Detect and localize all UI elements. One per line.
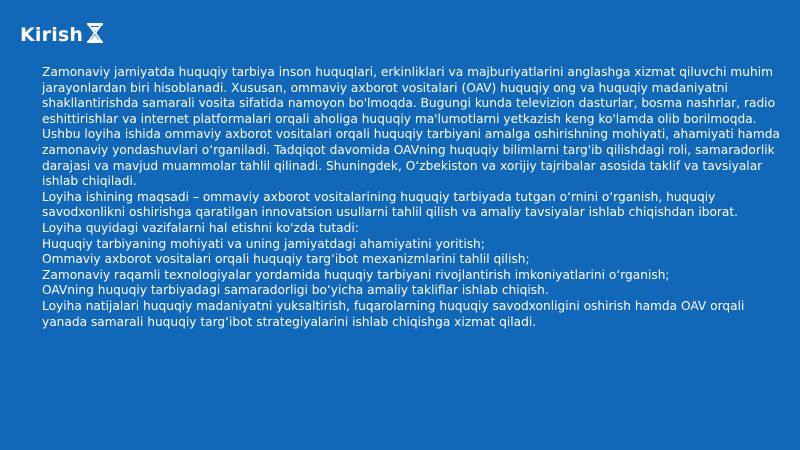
task-item: Huquqiy tarbiyaning mohiyati va uning jamiyatdagi ahamiyatini yoritish; bbox=[42, 236, 485, 251]
hourglass-icon bbox=[86, 22, 104, 44]
slide-title: Kirish bbox=[20, 24, 84, 46]
slide-header bbox=[20, 26, 104, 45]
paragraph-goal: Loyiha ishining maqsadi – ommaviy axborot vositalarining huquqiy tarbiyada tutgan o‘rnini o‘rganish, huquqiy savodxonlikni oshirishga qaratilgan innovatsion usullarni tahlil qilish va amaliy tavsiyalar ishlab chiqishdan iborat. bbox=[42, 189, 739, 220]
task-item: OAVning huquqiy tarbiyadagi samaradorligi bo‘yicha amaliy takliflar ishlab chiqish. bbox=[42, 283, 549, 298]
paragraph-results: Loyiha natijalari huquqiy madaniyatni yuksaltirish, fuqarolarning huquqiy savodxonligini oshirish hamda OAV orqali yanada samarali huquqiy targ‘ibot strategiyalarini ishlab chiqishga xizmat qiladi. bbox=[42, 298, 745, 329]
paragraph-research: Ushbu loyiha ishida ommaviy axborot vositalari orqali huquqiy tarbiyani amalga oshirishning mohiyati, ahamiyati hamda zamonaviy yondashuvlari o‘rganiladi. Tadqiqot davomida OAVning huquqiy bilimlarni targ'ib qilishdagi roli, samaradorlik darajasi va mavjud muammolar tahlil qilinadi. Shuningdek, O‘zbekiston va xorijiy tajribalar asosida taklif va tavsiyalar ishlab chiqiladi. bbox=[42, 127, 780, 189]
paragraph-tasks-heading: Loyiha quyidagi vazifalarni hal etishni ko'zda tutadi: bbox=[42, 220, 359, 235]
introduction-text bbox=[42, 65, 782, 330]
task-item: Ommaviy axborot vositalari orqali huquqiy targ‘ibot mexanizmlarini tahlil qilish; bbox=[42, 252, 530, 267]
paragraph-intro: Zamonaviy jamiyatda huquqiy tarbiya inson huquqlari, erkinliklari va majburiyatlarini anglashga xizmat qiluvchi muhim jarayonlardan biri hisoblanadi. Xususan, ommaviy axborot vositalari (OAV) huquqiy ong va huquqiy madaniyatni shakllantirishda samarali vosita sifatida namoyon bo'lmoqda. Bugungi kunda televizion dasturlar, bosma nashrlar, radio eshittirishlar va internet platformalari orqali aholiga huquqiy ma'lumotlarni yetkazish keng ko'lamda olib borilmoqda. bbox=[42, 65, 776, 126]
task-item: Zamonaviy raqamli texnologiyalar yordamida huquqiy tarbiyani rivojlantirish imkoniyatlarini o‘rganish; bbox=[42, 267, 670, 282]
